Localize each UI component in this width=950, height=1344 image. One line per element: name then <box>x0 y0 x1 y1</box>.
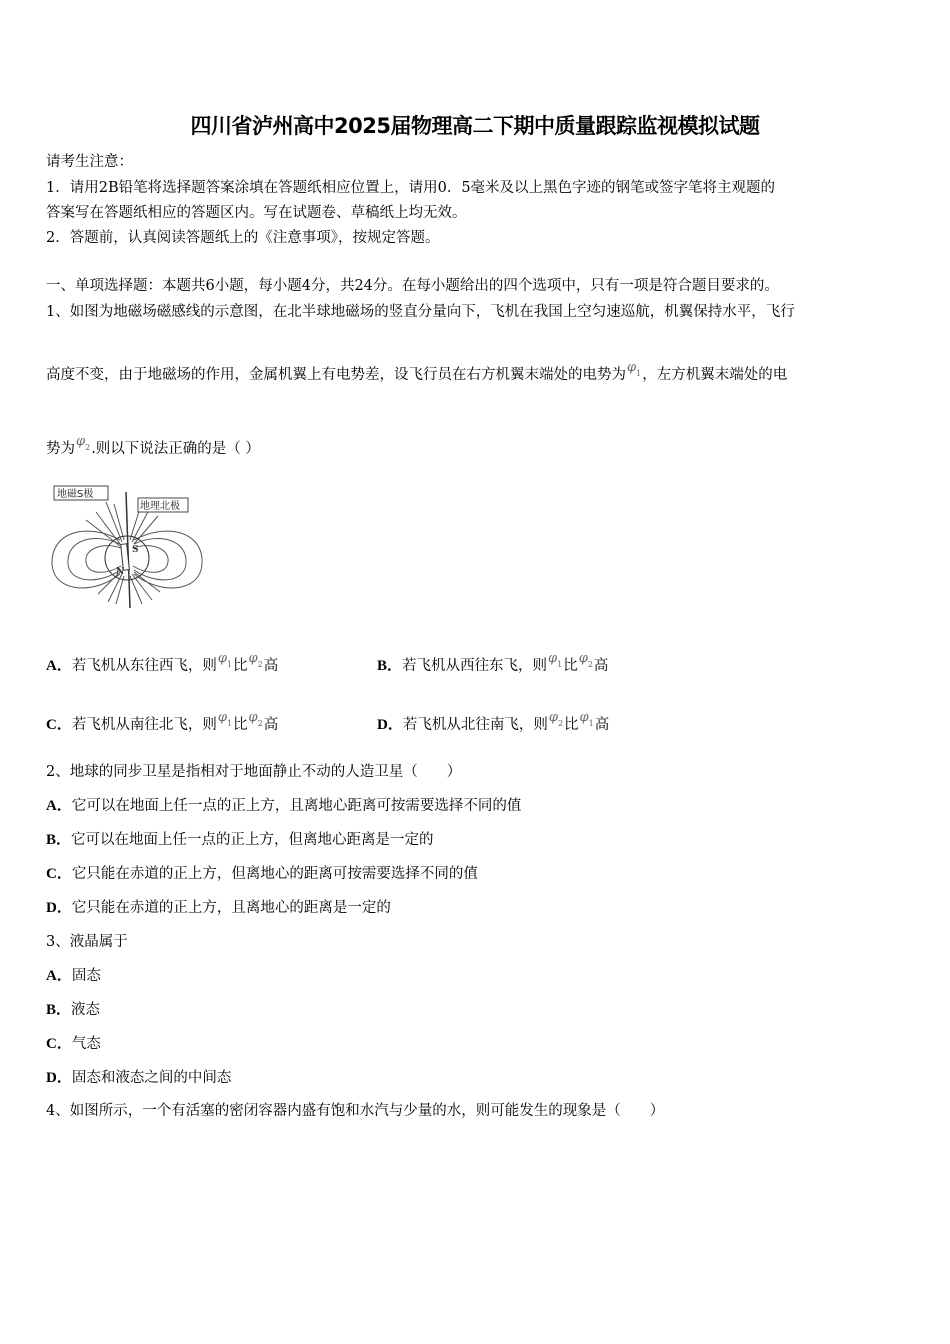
phi-symbol: $\varphi_1$ <box>217 710 233 728</box>
question-3-stem: 3、液晶属于 <box>46 934 128 950</box>
question-1-option-d[interactable]: D．若飞机从北往南飞，则$\varphi_2$比$\varphi_1$高 <box>377 710 610 733</box>
question-2-option-b[interactable]: B．它可以在地面上任一点的正上方，但离地心距离是一定的 <box>46 832 434 848</box>
phi-symbol: $\varphi_2$ <box>248 651 263 669</box>
notice-item: 答案写在答题纸相应的答题区内。写在试题卷、草稿纸上均无效。 <box>46 205 467 221</box>
question-2-option-a[interactable]: A．它可以在地面上任一点的正上方，且离地心距离可按需要选择不同的值 <box>46 798 522 814</box>
notice-item: 2．答题前，认真阅读答题纸上的《注意事项》，按规定答题。 <box>46 230 440 246</box>
geomagnetic-field-figure <box>46 482 208 610</box>
label-geomagnetic-s-pole: 地磁S极 <box>57 489 94 500</box>
question-1-stem-line: 1、如图为地磁场磁感线的示意图，在北半球地磁场的竖直分量向下，飞机在我国上空匀速巡航，机翼保持水平，飞行 <box>46 304 795 320</box>
question-2-stem: 2、地球的同步卫星是指相对于地面静止不动的人造卫星（ ） <box>46 764 462 780</box>
notice-heading: 请考生注意： <box>46 154 133 170</box>
question-3-option-d[interactable]: D．固态和液态之间的中间态 <box>46 1070 232 1086</box>
phi-symbol: $\varphi_1$ <box>217 651 233 669</box>
label-geographic-north-pole: 地理北极 <box>140 501 180 512</box>
svg-text:N: N <box>116 567 125 577</box>
stem-text: .则以下说法正确的是（ ） <box>91 441 260 457</box>
question-2-option-d[interactable]: D．它只能在赤道的正上方，且离地心的距离是一定的 <box>46 900 391 916</box>
phi-symbol: $\varphi_2$ <box>248 710 263 728</box>
question-3-option-b[interactable]: B．液态 <box>46 1002 101 1018</box>
page-title: 四川省泸州高中2025届物理高二下期中质量跟踪监视模拟试题 <box>190 114 760 138</box>
stem-text: 高度不变，由于地磁场的作用，金属机翼上有电势差，设飞行员在右方机翼末端处的电势为 <box>46 367 626 383</box>
phi-symbol: $\varphi_1$ <box>579 710 594 728</box>
phi-symbol: $\varphi_2$ <box>548 710 564 728</box>
question-1-stem-line <box>46 360 788 391</box>
question-3-option-a[interactable]: A．固态 <box>46 968 101 984</box>
question-1-option-b[interactable]: B．若飞机从西往东飞，则$\varphi_1$比$\varphi_2$高 <box>377 651 609 674</box>
phi-2-symbol: $\varphi_2$ <box>76 434 91 452</box>
question-4-stem: 4、如图所示，一个有活塞的密闭容器内盛有饱和水汽与少量的水，则可能发生的现象是（ ） <box>46 1103 665 1119</box>
stem-text: ，左方机翼末端处的电 <box>642 367 788 383</box>
question-1-option-c[interactable]: C．若飞机从南往北飞，则$\varphi_1$比$\varphi_2$高 <box>46 710 279 733</box>
question-3-option-c[interactable]: C．气态 <box>46 1036 101 1052</box>
svg-text:S: S <box>132 545 139 555</box>
question-2-option-c[interactable]: C．它只能在赤道的正上方，但离地心的距离可按需要选择不同的值 <box>46 866 478 882</box>
phi-symbol: $\varphi_2$ <box>578 651 593 669</box>
question-1-option-a[interactable]: A．若飞机从东往西飞，则$\varphi_1$比$\varphi_2$高 <box>46 651 279 674</box>
magnetic-field-lines-diagram <box>46 482 208 610</box>
phi-1-symbol: $\varphi_1$ <box>627 360 642 378</box>
notice-item: 1．请用2B铅笔将选择题答案涂填在答题纸相应位置上，请用0．5毫米及以上黑色字迹的钢笔或签字笔将主观题的 <box>46 180 776 196</box>
section-heading: 一、单项选择题：本题共6小题，每小题4分，共24分。在每小题给出的四个选项中，只有一项是符合题目要求的。 <box>46 278 779 294</box>
stem-text: 势为 <box>46 441 75 457</box>
question-1-stem-line <box>46 434 260 465</box>
phi-symbol: $\varphi_1$ <box>548 651 563 669</box>
